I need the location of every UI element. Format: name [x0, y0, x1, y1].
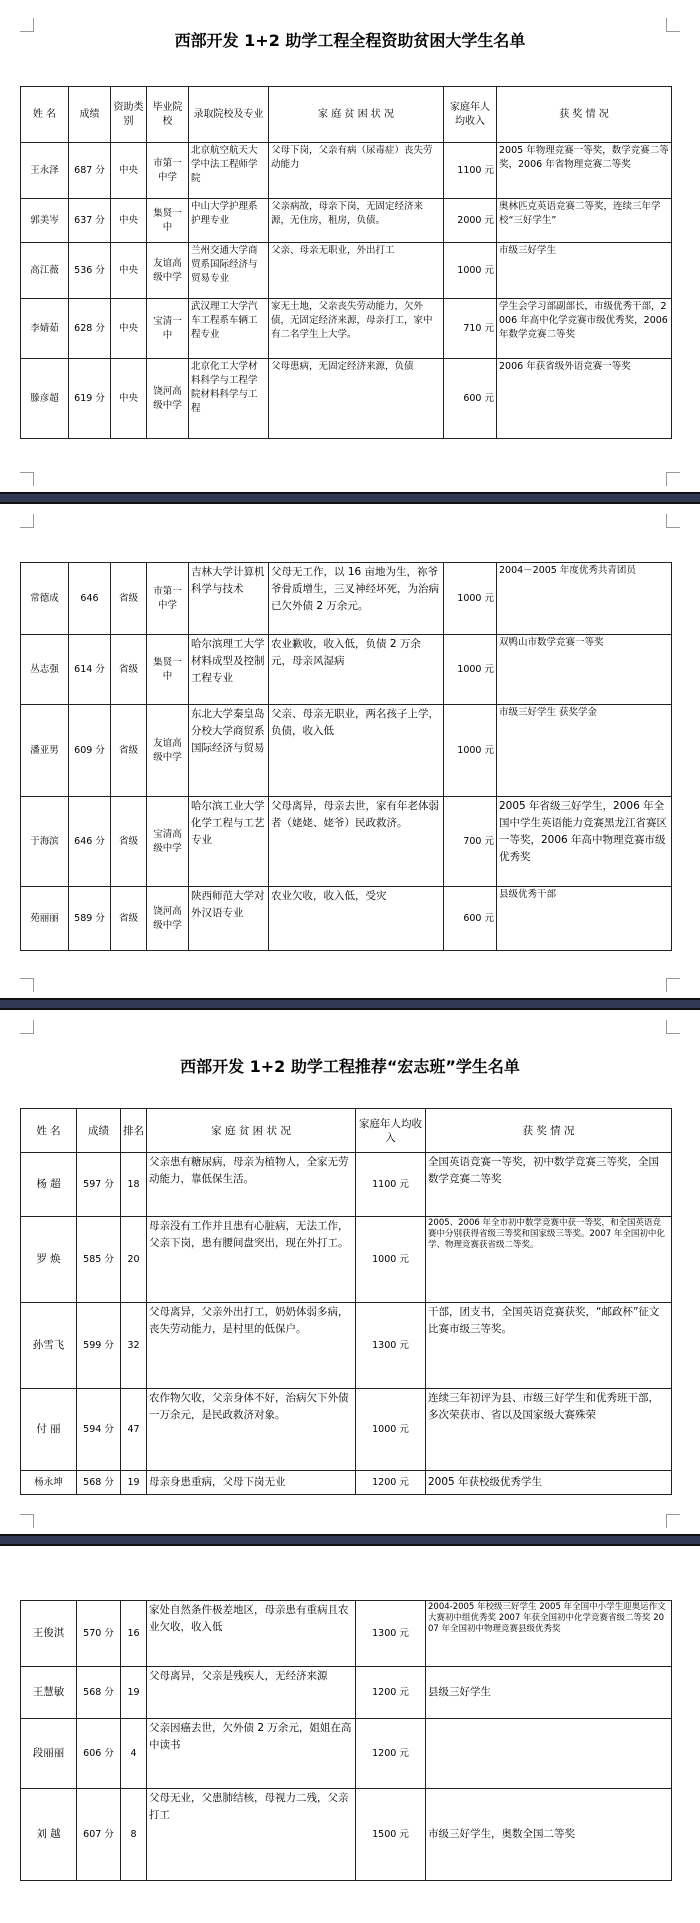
cell-family-status: 父亲病故，母亲下岗，无固定经济来源，无住房，租房，负债。: [269, 199, 444, 243]
cell-rank: 47: [121, 1389, 147, 1471]
cell-rank: 20: [121, 1217, 147, 1303]
table-row: [21, 1303, 672, 1389]
cell-family-status: 农业欠收，收入低，受灾: [269, 887, 444, 951]
cell-rank: 32: [121, 1303, 147, 1389]
cell-family-status: 农业歉收，收入低，负债 2 万余元，母亲风湿病: [269, 635, 444, 705]
page-corner-mark: [666, 978, 680, 992]
section4-table: [20, 1600, 672, 1881]
cell-awards: 2004-2005 年校级三好学生 2005 年全国中小学生迎奥运作文大赛初中组优秀奖 2007 年获全国初中化学竞赛省级二等奖 2007 年全国初中物理竞赛县级优秀奖: [426, 1601, 672, 1667]
cell-name: 杨 超: [21, 1153, 77, 1217]
table-row: [21, 1389, 672, 1471]
cell-awards: 市级三好学生: [497, 243, 672, 299]
cell-school: 集贤一中: [147, 635, 189, 705]
header-rank: 排名: [121, 1109, 147, 1153]
cell-awards: 县级优秀干部: [497, 887, 672, 951]
cell-aid-type: 中央: [111, 299, 147, 359]
cell-rank: 18: [121, 1153, 147, 1217]
section2-table: [20, 562, 672, 951]
cell-awards: 2004－2005 年度优秀共青团员: [497, 563, 672, 635]
cell-family-status: 父母下岗，父亲有病（尿毒症）丧失劳动能力: [269, 143, 444, 199]
cell-income: 1200 元: [356, 1667, 426, 1719]
cell-income: 1500 元: [356, 1789, 426, 1881]
cell-aid-type: 中央: [111, 199, 147, 243]
table-header-row: [21, 87, 672, 143]
cell-family-status: 母亲没有工作并且患有心脏病，无法工作，父亲下岗，患有腰间盘突出，现在外打工。: [147, 1217, 356, 1303]
cell-university: 北京航空航天大学中法工程师学院: [189, 143, 269, 199]
page-corner-mark: [666, 1020, 680, 1034]
cell-name: 丛志强: [21, 635, 69, 705]
header-name: 姓 名: [21, 87, 69, 143]
header-income: 家庭年人均收入: [444, 87, 497, 143]
cell-income: 1100 元: [444, 143, 497, 199]
cell-awards: 县级三好学生: [426, 1667, 672, 1719]
cell-awards: 2006 年获省级外语竞赛一等奖: [497, 359, 672, 439]
cell-score: 606 分: [77, 1719, 121, 1789]
header-university: 录取院校及专业: [189, 87, 269, 143]
cell-aid-type: 中央: [111, 359, 147, 439]
cell-university: 兰州交通大学商贸系国际经济与贸易专业: [189, 243, 269, 299]
cell-name: 罗 焕: [21, 1217, 77, 1303]
section3-title: 西部开发 1+2 助学工程推荐“宏志班”学生名单: [180, 1057, 520, 1076]
cell-name: 王俊淇: [21, 1601, 77, 1667]
header-aid-type: 资助类别: [111, 87, 147, 143]
header-awards: 获 奖 情 况: [426, 1109, 672, 1153]
cell-awards: 2005、2006 年全市初中数学竞赛中获一等奖，和全国英语竞赛中分别获得省级三等奖和国家级三等奖。2007 年全国初中化学、物理竞赛获省级二等奖。: [426, 1217, 672, 1303]
cell-rank: 4: [121, 1719, 147, 1789]
cell-school: 宝清高级中学: [147, 797, 189, 887]
cell-aid-type: 中央: [111, 143, 147, 199]
page-corner-mark: [666, 472, 680, 486]
cell-income: 2000 元: [444, 199, 497, 243]
section1-table: [20, 86, 672, 439]
cell-awards: 双鸭山市数学竞赛一等奖: [497, 635, 672, 705]
cell-school: 集贤一中: [147, 199, 189, 243]
cell-score: 570 分: [77, 1601, 121, 1667]
cell-family-status: 父亲、母亲无职业，外出打工: [269, 243, 444, 299]
table-row: [21, 797, 672, 887]
page-corner-mark: [666, 514, 680, 528]
cell-family-status: 农作物欠收，父亲身体不好，治病欠下外债一万余元，是民政救济对象。: [147, 1389, 356, 1471]
cell-score: 646 分: [69, 797, 111, 887]
cell-name: 郭美岑: [21, 199, 69, 243]
cell-university: 中山大学护理系护理专业: [189, 199, 269, 243]
cell-name: 潘亚男: [21, 705, 69, 797]
cell-school: 饶河高级中学: [147, 359, 189, 439]
cell-rank: 19: [121, 1471, 147, 1495]
page-1: [0, 0, 700, 490]
cell-family-status: 父母离异，父亲外出打工，奶奶体弱多病，丧失劳动能力，是村里的低保户。: [147, 1303, 356, 1389]
cell-awards: 奥林匹克英语竞赛二等奖，连续三年学校“三好学生”: [497, 199, 672, 243]
cell-family-status: 家处自然条件极差地区，母亲患有重病且农业欠收，收入低: [147, 1601, 356, 1667]
cell-score: 628 分: [69, 299, 111, 359]
cell-family-status: 父母离异，母亲去世，家有年老体弱者（姥姥、姥爷）民政救济。: [269, 797, 444, 887]
cell-awards: 市级三好学生 获奖学金: [497, 705, 672, 797]
cell-name: 苑丽丽: [21, 887, 69, 951]
cell-family-status: 母亲身患重病，父母下岗无业: [147, 1471, 356, 1495]
header-awards: 获 奖 情 况: [497, 87, 672, 143]
cell-awards: 全国英语竞赛一等奖，初中数学竞赛三等奖，全国数学竞赛二等奖: [426, 1153, 672, 1217]
cell-score: 568 分: [77, 1667, 121, 1719]
table-row: [21, 1471, 672, 1495]
header-family-status: 家 庭 贫 困 状 况: [269, 87, 444, 143]
page-4: [0, 1548, 700, 1923]
cell-score: 597 分: [77, 1153, 121, 1217]
cell-awards: 2005 年省级三好学生，2006 年全国中学生英语能力竞赛黑龙江省赛区一等奖，2006 年高中物理竞赛市级优秀奖: [497, 797, 672, 887]
table-row: [21, 705, 672, 797]
table-row: [21, 1217, 672, 1303]
cell-income: 1200 元: [356, 1471, 426, 1495]
table-row: [21, 1601, 672, 1667]
table-row: [21, 635, 672, 705]
page-corner-mark: [20, 978, 34, 992]
cell-income: 1000 元: [444, 243, 497, 299]
cell-rank: 19: [121, 1667, 147, 1719]
cell-name: 于海滨: [21, 797, 69, 887]
cell-school: 友谊高级中学: [147, 243, 189, 299]
cell-awards: 市级三好学生，奥数全国二等奖: [426, 1789, 672, 1881]
cell-income: 1300 元: [356, 1303, 426, 1389]
header-school: 毕业院校: [147, 87, 189, 143]
page-corner-mark: [20, 1020, 34, 1034]
cell-score: 614 分: [69, 635, 111, 705]
cell-score: 607 分: [77, 1789, 121, 1881]
cell-university: 吉林大学计算机科学与技术: [189, 563, 269, 635]
table-row: [21, 887, 672, 951]
table-row: [21, 563, 672, 635]
cell-university: 哈尔滨工业大学化学工程与工艺专业: [189, 797, 269, 887]
cell-rank: 16: [121, 1601, 147, 1667]
cell-income: 1000 元: [444, 635, 497, 705]
cell-income: 1300 元: [356, 1601, 426, 1667]
cell-awards: 干部，团支书，全国英语竞赛获奖，“邮政杯”征文比赛市级三等奖。: [426, 1303, 672, 1389]
cell-income: 1000 元: [444, 705, 497, 797]
cell-rank: 8: [121, 1789, 147, 1881]
cell-name: 杨永坤: [21, 1471, 77, 1495]
cell-awards: 连续三年初评为县、市级三好学生和优秀班干部，多次荣获市、省以及国家级大赛殊荣: [426, 1389, 672, 1471]
cell-name: 付 丽: [21, 1389, 77, 1471]
cell-income: 600 元: [444, 359, 497, 439]
page-corner-mark: [20, 514, 34, 528]
cell-name: 常德成: [21, 563, 69, 635]
page-2: [0, 506, 700, 996]
page-corner-mark: [20, 1514, 34, 1528]
cell-awards: [426, 1719, 672, 1789]
header-family-status: 家 庭 贫 困 状 况: [147, 1109, 356, 1153]
cell-score: 599 分: [77, 1303, 121, 1389]
cell-score: 646: [69, 563, 111, 635]
cell-aid-type: 省级: [111, 705, 147, 797]
cell-university: 北京化工大学材料科学与工程学院材料科学与工程: [189, 359, 269, 439]
cell-family-status: 父亲、母亲无职业，两名孩子上学，负债，收入低: [269, 705, 444, 797]
cell-name: 高江薇: [21, 243, 69, 299]
table-row: [21, 1667, 672, 1719]
cell-name: 滕彦超: [21, 359, 69, 439]
cell-school: 市第一中学: [147, 143, 189, 199]
cell-score: 637 分: [69, 199, 111, 243]
cell-university: 陕西师范大学对外汉语专业: [189, 887, 269, 951]
cell-family-status: 父母患病，无固定经济来源，负债: [269, 359, 444, 439]
page-corner-mark: [666, 1514, 680, 1528]
cell-university: 哈尔滨理工大学材料成型及控制工程专业: [189, 635, 269, 705]
header-score: 成绩: [77, 1109, 121, 1153]
cell-income: 1200 元: [356, 1719, 426, 1789]
cell-name: 王永泽: [21, 143, 69, 199]
table-row: [21, 143, 672, 199]
cell-income: 700 元: [444, 797, 497, 887]
cell-score: 609 分: [69, 705, 111, 797]
table-header-row: [21, 1109, 672, 1153]
cell-family-status: 父母无工作，以 16 亩地为生，祢爷爷骨质增生，三叉神经坏死，为治病已欠外债 2 万余元。: [269, 563, 444, 635]
cell-aid-type: 省级: [111, 887, 147, 951]
cell-income: 600 元: [444, 887, 497, 951]
cell-income: 1000 元: [356, 1389, 426, 1471]
cell-income: 1000 元: [356, 1217, 426, 1303]
cell-school: 饶河高级中学: [147, 887, 189, 951]
cell-family-status: 父母离异，父亲是残疾人，无经济来源: [147, 1667, 356, 1719]
table-row: [21, 243, 672, 299]
header-name: 姓 名: [21, 1109, 77, 1153]
table-row: [21, 199, 672, 243]
cell-name: 王慧敏: [21, 1667, 77, 1719]
cell-score: 585 分: [77, 1217, 121, 1303]
cell-school: 宝清一中: [147, 299, 189, 359]
cell-family-status: 家无土地，父亲丧失劳动能力，欠外债，无固定经济来源，母亲打工，家中有二名学生上大学。: [269, 299, 444, 359]
cell-income: 1000 元: [444, 563, 497, 635]
cell-aid-type: 中央: [111, 243, 147, 299]
cell-aid-type: 省级: [111, 797, 147, 887]
table-row: [21, 359, 672, 439]
page-separator: [0, 1534, 700, 1546]
table-row: [21, 299, 672, 359]
cell-aid-type: 省级: [111, 563, 147, 635]
table-row: [21, 1153, 672, 1217]
cell-score: 536 分: [69, 243, 111, 299]
cell-score: 594 分: [77, 1389, 121, 1471]
cell-university: 武汉理工大学汽车工程系车辆工程专业: [189, 299, 269, 359]
page-separator: [0, 998, 700, 1010]
cell-name: 李婧茹: [21, 299, 69, 359]
cell-score: 687 分: [69, 143, 111, 199]
cell-school: 市第一中学: [147, 563, 189, 635]
page-separator: [0, 492, 700, 504]
header-income: 家庭年人均收入: [356, 1109, 426, 1153]
cell-awards: 2005 年获校级优秀学生: [426, 1471, 672, 1495]
cell-awards: 2005 年物理竞赛一等奖，数学竞赛二等奖，2006 年省物理竞赛二等奖: [497, 143, 672, 199]
cell-name: 刘 越: [21, 1789, 77, 1881]
table-row: [21, 1719, 672, 1789]
header-score: 成绩: [69, 87, 111, 143]
page-corner-mark: [20, 472, 34, 486]
cell-family-status: 父亲因癌去世，欠外债 2 万余元，姐姐在高中读书: [147, 1719, 356, 1789]
cell-score: 589 分: [69, 887, 111, 951]
cell-name: 段丽丽: [21, 1719, 77, 1789]
cell-income: 1100 元: [356, 1153, 426, 1217]
page-3: [0, 1012, 700, 1532]
table-row: [21, 1789, 672, 1881]
cell-score: 619 分: [69, 359, 111, 439]
cell-family-status: 父母无业，父患肺结核，母视力二残，父亲打工: [147, 1789, 356, 1881]
cell-income: 710 元: [444, 299, 497, 359]
cell-awards: 学生会学习部副部长，市级优秀干部，2006 年高中化学竞赛市级优秀奖，2006 年数学竞赛二等奖: [497, 299, 672, 359]
cell-university: 东北大学秦皇岛分校大学商贸系国际经济与贸易: [189, 705, 269, 797]
cell-score: 568 分: [77, 1471, 121, 1495]
cell-school: 友谊高级中学: [147, 705, 189, 797]
cell-name: 孙雪飞: [21, 1303, 77, 1389]
section3-table: [20, 1108, 672, 1495]
cell-family-status: 父亲患有糖尿病，母亲为植物人，全家无劳动能力，靠低保生活。: [147, 1153, 356, 1217]
cell-aid-type: 省级: [111, 635, 147, 705]
section1-title: 西部开发 1+2 助学工程全程资助贫困大学生名单: [174, 31, 526, 50]
